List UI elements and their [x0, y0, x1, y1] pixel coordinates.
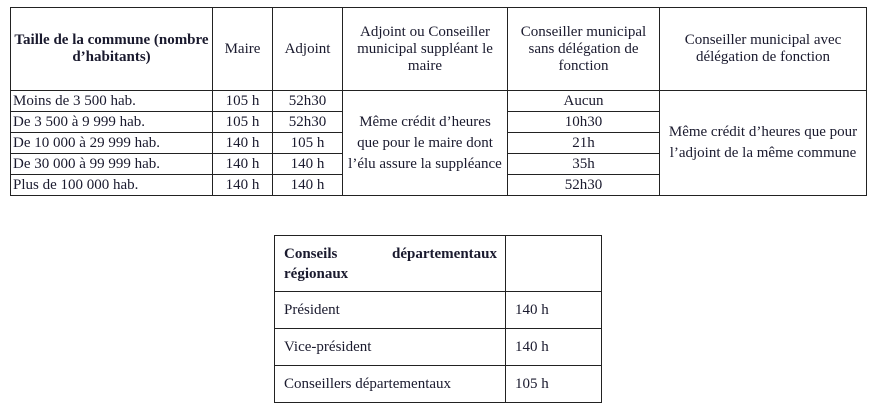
table-header-row [11, 8, 867, 91]
header-suppleant: Adjoint ou Conseiller municipal suppléant le maire [343, 8, 508, 91]
cell-suppleant-merged: Même crédit d’heures que pour le maire dont l’élu assure la suppléance [343, 91, 508, 196]
cell-hours: 140 h [506, 329, 602, 366]
cell-maire: 105 h [213, 91, 273, 112]
cell-adjoint: 52h30 [273, 112, 343, 133]
table-row [275, 292, 602, 329]
cell-maire: 140 h [213, 175, 273, 196]
table-row [275, 366, 602, 403]
cell-role: Conseillers départementaux [275, 366, 506, 403]
cell-sans-delegation: 35h [508, 154, 660, 175]
cell-adjoint: 140 h [273, 154, 343, 175]
header-maire: Maire [213, 8, 273, 91]
cell-adjoint: 105 h [273, 133, 343, 154]
cell-avec-delegation-merged: Même crédit d’heures que pour l’adjoint de la même commune [660, 91, 867, 196]
header-sans-delegation: Conseiller municipal sans délégation de fonction [508, 8, 660, 91]
cell-hours: 140 h [506, 292, 602, 329]
cell-adjoint: 52h30 [273, 91, 343, 112]
cell-maire: 140 h [213, 154, 273, 175]
cell-sans-delegation: 52h30 [508, 175, 660, 196]
header-hours [506, 236, 602, 292]
cell-adjoint: 140 h [273, 175, 343, 196]
cell-sans-delegation: 21h [508, 133, 660, 154]
cell-sans-delegation: Aucun [508, 91, 660, 112]
header-adjoint: Adjoint [273, 8, 343, 91]
cell-size: Plus de 100 000 hab. [11, 175, 213, 196]
table-row [275, 329, 602, 366]
cell-maire: 140 h [213, 133, 273, 154]
header-conseils: Conseils départementaux régionaux [275, 236, 506, 292]
cell-size: De 10 000 à 29 999 hab. [11, 133, 213, 154]
cell-maire: 105 h [213, 112, 273, 133]
cell-role: Vice-président [275, 329, 506, 366]
cell-role: Président [275, 292, 506, 329]
cell-size: De 30 000 à 99 999 hab. [11, 154, 213, 175]
departmental-hours-table [274, 235, 602, 403]
table-header-row [275, 236, 602, 292]
cell-hours: 105 h [506, 366, 602, 403]
cell-size: Moins de 3 500 hab. [11, 91, 213, 112]
table-row [11, 91, 867, 112]
commune-hours-table [10, 7, 867, 196]
cell-size: De 3 500 à 9 999 hab. [11, 112, 213, 133]
header-commune-size: Taille de la commune (nombre d’habitants) [11, 8, 213, 91]
cell-sans-delegation: 10h30 [508, 112, 660, 133]
header-avec-delegation: Conseiller municipal avec délégation de fonction [660, 8, 867, 91]
